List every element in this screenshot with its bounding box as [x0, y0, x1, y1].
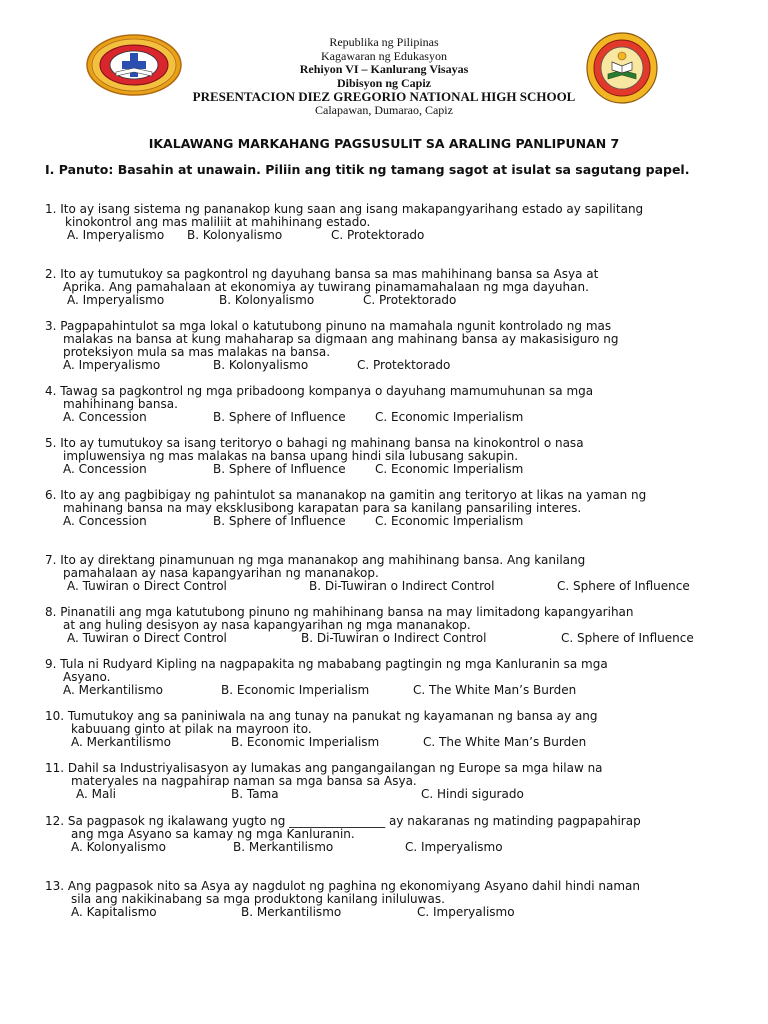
instructions: I. Panuto: Basahin at unawain. Piliin ang titik ng tamang sagot at isulat sa sagutang papel. [45, 162, 690, 177]
option-b: B. Merkantilismo [233, 840, 334, 854]
option-b: B. Kolonyalismo [219, 293, 315, 307]
question-stem-continued: ang mga Asyano sa kamay ng mga Kanluranin. [71, 827, 355, 841]
question-stem-continued: sila ang nakikinabang sa mga produktong kanilang iniluluwas. [71, 892, 445, 906]
question-6 [45, 489, 735, 528]
option-a: A. Imperyalismo [63, 358, 161, 372]
question-stem-continued: mahinang bansa na may eksklusibong karapatan para sa kanilang pansariling interes. [63, 501, 582, 515]
option-c: C. Economic Imperialism [375, 462, 524, 476]
letterhead [150, 36, 618, 117]
question-12 [45, 815, 735, 854]
option-a: A. Concession [63, 514, 147, 528]
question-13 [45, 880, 735, 919]
question-stem-continued: Aprika. Ang pamahalaan at ekonomiya ay tuwirang pinamamahalaan ng mga dayuhan. [63, 280, 589, 294]
question-stem: 3. Pagpapahintulot sa mga lokal o katutubong pinuno na mamahala ngunit kontrolado ng mas [45, 319, 612, 333]
question-stem-continued: materyales na nagpahirap naman sa mga bansa sa Asya. [71, 774, 417, 788]
question-stem-continued: malakas na bansa at kung mahaharap sa digmaan ang mahinang bansa ay makasisiguro ng [63, 332, 619, 346]
question-stem-continued: kabuuang ginto at pilak na mayroon ito. [71, 722, 312, 736]
question-1 [45, 203, 735, 242]
option-a: A. Imperyalismo [67, 228, 165, 242]
option-a: A. Tuwiran o Direct Control [67, 631, 227, 645]
answer-options [45, 906, 735, 919]
option-a: A. Tuwiran o Direct Control [67, 579, 227, 593]
question-stem-continued: mahihinang bansa. [63, 397, 178, 411]
school-name: PRESENTACION DIEZ GREGORIO NATIONAL HIGH SCHOOL [192, 89, 576, 104]
option-b: B. Kolonyalismo [187, 228, 283, 242]
question-2 [45, 268, 735, 307]
option-b: B. Sphere of Influence [213, 514, 346, 528]
option-a: A. Imperyalismo [67, 293, 165, 307]
question-stem-continued: at ang huling desisyon ay nasa kapangyarihan ng mga mananakop. [63, 618, 471, 632]
option-c: C. Hindi sigurado [421, 787, 524, 801]
question-stem-continued: pamahalaan ay nasa kapangyarihan ng mananakop. [63, 566, 379, 580]
question-9 [45, 658, 735, 697]
option-a: A. Merkantilismo [71, 735, 171, 749]
question-4 [45, 385, 735, 424]
question-stem: 13. Ang pagpasok nito sa Asya ay nagdulot ng paghina ng ekonomiyang Asyano dahil hindi naman [45, 879, 641, 893]
answer-options [45, 229, 735, 242]
question-10 [45, 710, 735, 749]
option-b: B. Kolonyalismo [213, 358, 309, 372]
option-b: B. Di-Tuwiran o Indirect Control [301, 631, 487, 645]
option-b: B. Economic Imperialism [231, 735, 380, 749]
question-stem: 4. Tawag sa pagkontrol ng mga pribadoong kompanya o dayuhang mamumuhunan sa mga [45, 384, 594, 398]
question-stem: 12. Sa pagpasok ng ikalawang yugto ng ________________ ay nakaranas ng matinding pagpapahirap [45, 814, 641, 828]
answer-options [45, 359, 735, 372]
answer-options [45, 684, 735, 697]
option-c: C. Protektorado [363, 293, 457, 307]
option-b: B. Di-Tuwiran o Indirect Control [309, 579, 495, 593]
division-line: Dibisyon ng Capiz [336, 75, 432, 90]
school-address: Calapawan, Dumarao, Capiz [315, 102, 453, 117]
option-a: A. Mali [76, 787, 117, 801]
answer-options [45, 463, 735, 476]
option-c: C. The White Man’s Burden [423, 735, 587, 749]
option-b: B. Merkantilismo [241, 905, 342, 919]
question-stem: 8. Pinanatili ang mga katutubong pinuno ng mahihinang bansa na may limitadong kapangyarihan [45, 605, 634, 619]
option-a: A. Concession [63, 462, 147, 476]
question-11 [45, 762, 735, 801]
region-line: Rehiyon VI – Kanlurang Visayas [299, 62, 469, 76]
option-c: C. Sphere of Influence [561, 631, 694, 645]
option-a: A. Kolonyalismo [71, 840, 166, 854]
department-line: Kagawaran ng Edukasyon [321, 48, 447, 63]
question-stem: 1. Ito ay isang sistema ng pananakop kung saan ang isang makapangyarihang estado ay sapilitang [45, 202, 644, 216]
option-b: B. Sphere of Influence [213, 462, 346, 476]
option-c: C. Imperyalismo [405, 840, 503, 854]
question-stem: 7. Ito ay direktang pinamunuan ng mga mananakop ang mahihinang bansa. Ang kanilang [45, 553, 586, 567]
option-a: A. Kapitalismo [71, 905, 157, 919]
answer-options [45, 515, 735, 528]
question-8 [45, 606, 735, 645]
answer-options [45, 411, 735, 424]
option-a: A. Concession [63, 410, 147, 424]
option-b: B. Sphere of Influence [213, 410, 346, 424]
question-stem-continued: kinokontrol ang mas maliliit at mahihinang estado. [65, 215, 371, 229]
question-stem: 2. Ito ay tumutukoy sa pagkontrol ng dayuhang bansa sa mas mahihinang bansa sa Asya at [45, 267, 599, 281]
option-b: B. Tama [231, 787, 279, 801]
option-a: A. Merkantilismo [63, 683, 163, 697]
answer-options [45, 788, 735, 801]
option-c: C. Economic Imperialism [375, 410, 524, 424]
answer-options [45, 841, 735, 854]
question-5 [45, 437, 735, 476]
question-stem-continued: proteksiyon mula sa mas malakas na bansa. [63, 345, 331, 359]
option-c: C. Sphere of Influence [557, 579, 690, 593]
question-stem: 9. Tula ni Rudyard Kipling na nagpapakita ng mababang pagtingin ng mga Kanluranin sa mga [45, 657, 608, 671]
question-stem: 6. Ito ay ang pagbibigay ng pahintulot sa mananakop na gamitin ang teritoryo at likas na yaman ng [45, 488, 647, 502]
answer-options [45, 580, 735, 593]
republic-line: Republika ng Pilipinas [329, 35, 439, 49]
option-c: C. Economic Imperialism [375, 514, 524, 528]
question-stem: 10. Tumutukoy ang sa paniniwala na ang tunay na panukat ng kayamanan ng bansa ay ang [45, 709, 598, 723]
option-c: C. Imperyalismo [417, 905, 515, 919]
option-b: B. Economic Imperialism [221, 683, 370, 697]
answer-options [45, 736, 735, 749]
question-stem: 11. Dahil sa Industriyalisasyon ay lumakas ang pangangailangan ng Europe sa mga hilaw na [45, 761, 603, 775]
answer-options [45, 294, 735, 307]
question-stem: 5. Ito ay tumutukoy sa isang teritoryo o bahagi ng mahinang bansa na kinokontrol o nasa [45, 436, 584, 450]
exam-title: IKALAWANG MARKAHANG PAGSUSULIT SA ARALING PANLIPUNAN 7 [148, 136, 620, 151]
question-stem-continued: impluwensiya ng mas malakas na bansa upang hindi sila lubusang sakupin. [63, 449, 519, 463]
answer-options [45, 632, 735, 645]
option-c: C. Protektorado [331, 228, 425, 242]
option-c: C. Protektorado [357, 358, 451, 372]
question-3 [45, 320, 735, 372]
option-c: C. The White Man’s Burden [413, 683, 577, 697]
question-7 [45, 554, 735, 593]
question-stem-continued: Asyano. [63, 670, 111, 684]
